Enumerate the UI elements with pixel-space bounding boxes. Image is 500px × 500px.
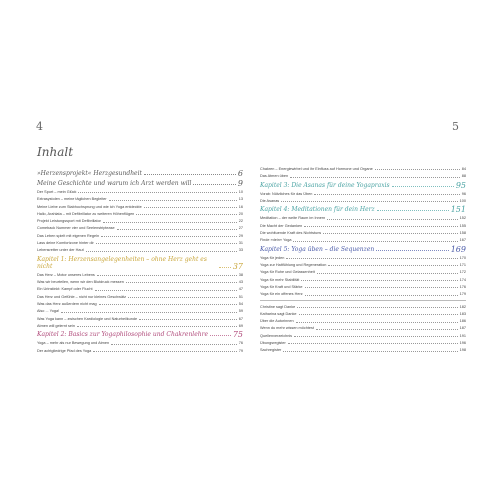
toc-leader-dots [316, 329, 458, 330]
toc-page-number: 43 [238, 280, 243, 285]
toc-entry-label: Extrasystolen – meine täglichen Begleiter [37, 197, 107, 202]
toc-entry-label: Die wohltuende Kraft des Nichtstuns [260, 231, 322, 235]
toc-entry-label: Meine Geschichte und warum ich Arzt werden will [37, 180, 192, 187]
toc-page-number: 51 [238, 294, 243, 299]
toc-leader-dots [304, 226, 457, 227]
toc-entry[interactable] [260, 270, 466, 274]
toc-page-number: 172 [459, 270, 466, 275]
toc-leader-dots [126, 282, 237, 283]
toc-page-number: 69 [238, 323, 243, 328]
toc-entry[interactable] [260, 285, 466, 289]
toc-entry-label: Yoga für ein offenes Herz [260, 292, 303, 297]
toc-leader-dots [283, 351, 457, 352]
toc-page-number: 169 [450, 244, 466, 254]
toc-page-number: 16 [238, 204, 243, 209]
toc-entry[interactable] [37, 295, 243, 299]
toc-leader-dots [93, 351, 237, 352]
toc-entry-label: Was das Herz außerdem nicht mag [37, 301, 97, 306]
toc-leader-dots [305, 295, 458, 296]
toc-entry-label: Kapitel 4: Meditationen für dein Herz [260, 206, 375, 214]
toc-leader-dots [128, 297, 237, 298]
page-number-right: 5 [452, 120, 459, 133]
toc-page-number: 6 [237, 169, 243, 178]
toc-leader-dots [78, 192, 236, 193]
toc-entry-label: Vorab: Nützliches für das Üben [260, 191, 313, 196]
toc-leader-dots [299, 314, 458, 315]
toc-page-number: 155 [459, 223, 466, 228]
toc-leader-dots [301, 280, 457, 281]
toc-entry[interactable] [260, 334, 466, 338]
toc-page-number: 170 [459, 255, 466, 260]
toc-page-number: 196 [459, 341, 466, 346]
toc-page-number: 9 [237, 179, 243, 188]
toc-entry-label: Christine sagt Danke [260, 304, 296, 309]
toc-page-number: 198 [459, 348, 466, 353]
toc-column-right [260, 167, 466, 356]
toc-leader-dots [392, 186, 454, 187]
toc-entry[interactable] [37, 212, 243, 216]
toc-entry[interactable] [260, 263, 466, 267]
toc-page-number: 88 [461, 174, 466, 179]
toc-page-number: 158 [459, 231, 466, 235]
toc-entry-label: Was Yoga kann – zwischen Kardiologie und Naturheilkunde [37, 316, 138, 321]
toc-page-number: 191 [459, 333, 466, 338]
toc-page-number: 29 [238, 233, 243, 238]
toc-entry-label: Meine Liebe zum Stabhochsprung und wie ich Yoga entdeckte [37, 204, 142, 209]
toc-chapter[interactable] [37, 331, 243, 338]
toc-entry[interactable] [260, 312, 466, 316]
toc-page-number: 100 [459, 199, 466, 203]
toc-page-number: 179 [459, 292, 466, 297]
toc-entry-label: Yoga für mehr Stabilität [260, 277, 300, 282]
toc-leader-dots [296, 322, 458, 323]
toc-page-number: 151 [450, 205, 466, 215]
toc-leader-dots [286, 258, 457, 259]
toc-entry-label: Yoga – mehr als nur Bewegung und Atmen [37, 341, 110, 346]
toc-page-number: 167 [459, 238, 466, 243]
toc-page-number: 38 [238, 272, 243, 277]
toc-entry-label: Übungsregister [260, 341, 286, 346]
toc-leader-dots [294, 336, 458, 337]
toc-entry-label: Also ... Yoga! [37, 309, 60, 314]
toc-leader-dots [327, 219, 457, 220]
toc-page-number: 31 [238, 241, 243, 246]
toc-title: Inhalt [37, 145, 74, 159]
toc-page-number: 20 [238, 211, 243, 216]
toc-entry[interactable] [260, 174, 466, 178]
toc-page-number: 174 [459, 277, 466, 282]
toc-entry[interactable] [260, 192, 466, 196]
toc-page-number: 10 [238, 190, 243, 194]
toc-entry-label: Chakren – Energiewirbel und ihr Einfluss auf Hormone und Organe [260, 167, 373, 171]
toc-leader-dots [288, 343, 458, 344]
toc-leader-dots [101, 236, 237, 237]
toc-leader-dots [210, 335, 231, 336]
toc-entry[interactable] [37, 287, 243, 291]
toc-page-number: 84 [461, 167, 466, 171]
toc-entry[interactable] [37, 219, 243, 223]
toc-leader-dots [61, 312, 237, 313]
toc-entry[interactable] [260, 319, 466, 323]
toc-leader-dots [314, 194, 459, 195]
toc-entry[interactable] [260, 326, 466, 330]
toc-entry-label: Sachregister [260, 348, 282, 353]
toc-page-number: 67 [238, 316, 243, 321]
toc-entry-label: Die Macht der Gedanken [260, 223, 303, 228]
toc-leader-dots [323, 233, 457, 234]
toc-entry[interactable] [260, 348, 466, 352]
toc-leader-dots [109, 200, 237, 201]
toc-chapter[interactable] [37, 170, 243, 177]
toc-entry-label: Projekt Leistungssport mit Defibrillator [37, 219, 101, 224]
toc-leader-dots [219, 267, 231, 268]
toc-page-number: 22 [238, 219, 243, 224]
toc-entry[interactable] [37, 324, 243, 328]
toc-page-number: 37 [232, 261, 243, 271]
toc-leader-dots [281, 201, 457, 202]
toc-entry[interactable] [37, 317, 243, 321]
toc-entry[interactable] [260, 238, 466, 242]
toc-chapter[interactable] [260, 206, 466, 213]
toc-leader-dots [139, 319, 237, 320]
toc-entry-label: »Herzensprojekt« Herzgesundheit [37, 170, 142, 177]
toc-entry-label: Das Leben spielt mit eigenen Regeln [37, 233, 100, 238]
toc-entry[interactable] [37, 341, 243, 345]
toc-entry[interactable] [260, 292, 466, 296]
toc-page-number: 47 [238, 287, 243, 292]
toc-entry-label: Atmen will gelernt sein [37, 323, 75, 328]
toc-leader-dots [297, 307, 457, 308]
toc-page-number: 13 [238, 197, 243, 202]
toc-leader-dots [117, 229, 237, 230]
toc-page-number: 152 [459, 216, 466, 221]
toc-entry[interactable] [37, 248, 243, 252]
toc-entry[interactable] [37, 226, 243, 230]
toc-leader-dots [97, 275, 237, 276]
toc-entry-label: Kapitel 5: Yoga üben – die Sequenzen [260, 245, 375, 253]
toc-page-number: 76 [238, 341, 243, 346]
toc-entry-label: Lebensretter unter der Haut [37, 248, 84, 253]
toc-entry-label: Hallo, Arahlata – mit Defibrillator zu weiteren Höhenflügen [37, 211, 135, 216]
toc-page-number: 27 [238, 226, 243, 231]
toc-page-number: 183 [459, 311, 466, 316]
toc-entry[interactable] [37, 280, 243, 284]
toc-chapter[interactable] [260, 246, 466, 253]
toc-entry-label: Quellenverzeichnis [260, 333, 293, 338]
toc-page-number: 176 [459, 284, 466, 289]
toc-entry-label: Katharina sagt Danke [260, 311, 297, 316]
toc-entry-label: Ein Urinstinkt: Kampf oder Flucht [37, 287, 93, 292]
toc-entry-label: Der achtgliedrige Pfad des Yoga [37, 348, 92, 353]
toc-chapter[interactable] [37, 256, 243, 270]
toc-page-number: 54 [238, 301, 243, 306]
toc-entry-label: Meditation – der weite Raum im Innern [260, 216, 326, 221]
toc-entry[interactable] [37, 302, 243, 306]
toc-entry[interactable] [37, 309, 243, 313]
toc-page-number: 79 [238, 348, 243, 353]
toc-leader-dots [86, 251, 237, 252]
toc-entry-label: Kapitel 2: Basics zur Yogaphilosophie und Chakrenlehre [37, 331, 209, 339]
toc-page-number: 59 [238, 309, 243, 314]
toc-entry-label: Was wir beurteilen, wenn wir den Blutdruck messen [37, 280, 124, 285]
toc-entry[interactable] [37, 205, 243, 209]
toc-leader-dots [136, 214, 236, 215]
toc-entry-label: Das Atmen üben [260, 174, 289, 179]
toc-page-number: 33 [238, 248, 243, 253]
toc-entry[interactable] [37, 197, 243, 201]
toc-entry[interactable] [260, 199, 466, 203]
toc-leader-dots [144, 174, 236, 175]
toc-entry[interactable] [260, 341, 466, 345]
toc-entry-label: Wenn du mehr wissen möchtest [260, 326, 314, 331]
toc-entry-label: Yoga für Ruhe und Gelassenheit [260, 270, 315, 275]
toc-entry-label: Comeback Nummer vier und Seelenstriptease [37, 226, 115, 231]
toc-chapter[interactable] [260, 182, 466, 189]
toc-page-number: 96 [461, 191, 466, 196]
toc-entry[interactable] [260, 167, 466, 171]
toc-entry-label: Lass deine Komfortzone hinter dir [37, 241, 94, 246]
toc-leader-dots [96, 243, 237, 244]
toc-page-number: 95 [455, 180, 466, 190]
toc-entry[interactable] [37, 349, 243, 353]
toc-entry[interactable] [37, 190, 243, 194]
toc-chapter[interactable] [37, 180, 243, 187]
toc-leader-dots [77, 326, 237, 327]
toc-leader-dots [317, 273, 458, 274]
toc-entry[interactable] [260, 305, 466, 309]
toc-column-left [37, 167, 243, 356]
toc-leader-dots [328, 265, 457, 266]
toc-entry[interactable] [260, 231, 466, 235]
toc-leader-dots [377, 210, 449, 211]
toc-page-number: 75 [232, 330, 243, 340]
toc-leader-dots [290, 177, 460, 178]
toc-page-number: 187 [459, 326, 466, 331]
toc-entry[interactable] [260, 224, 466, 228]
toc-leader-dots [375, 169, 460, 170]
toc-entry[interactable] [37, 234, 243, 238]
toc-leader-dots [144, 207, 237, 208]
page-number-left: 4 [36, 120, 43, 133]
toc-separator [260, 300, 466, 301]
toc-entry-label: Yoga für Kraft und Stärke [260, 284, 303, 289]
toc-entry-label: Über die Autorinnen [260, 319, 294, 324]
toc-entry[interactable] [260, 256, 466, 260]
toc-entry-label: Yoga für jeden [260, 255, 285, 260]
toc-entry-label: Das Herz und Gefühle – nicht nur kleines Geschwätz [37, 294, 127, 299]
toc-page-number: 182 [459, 304, 466, 309]
toc-entry-label: Die Asanas [260, 199, 280, 203]
toc-page-number: 186 [459, 319, 466, 324]
toc-entry[interactable] [260, 216, 466, 220]
toc-leader-dots [95, 290, 237, 291]
toc-entry-label: Finde »dein« Yoga [260, 238, 292, 243]
toc-leader-dots [99, 304, 237, 305]
toc-entry-label: Das Herz – Motor unseres Lebens [37, 272, 95, 277]
toc-leader-dots [293, 241, 457, 242]
toc-leader-dots [103, 222, 237, 223]
toc-entry[interactable] [37, 241, 243, 245]
toc-entry[interactable] [260, 278, 466, 282]
toc-leader-dots [111, 344, 237, 345]
toc-entry-label: Kapitel 3: Die Asanas für deine Yogapraxis [260, 181, 390, 189]
toc-entry-label: Yoga zur Haltfühlung und Regeneration [260, 263, 327, 267]
toc-leader-dots [305, 287, 458, 288]
toc-entry-label: Kapitel 1: Herzensangelegenheiten – ohne Herz geht es nicht [37, 255, 207, 270]
toc-entry-label: Der Sport – mein Glück [37, 190, 77, 194]
toc-entry[interactable] [37, 273, 243, 277]
toc-leader-dots [376, 250, 448, 251]
toc-page-number: 171 [459, 263, 466, 267]
toc-leader-dots [193, 184, 235, 185]
